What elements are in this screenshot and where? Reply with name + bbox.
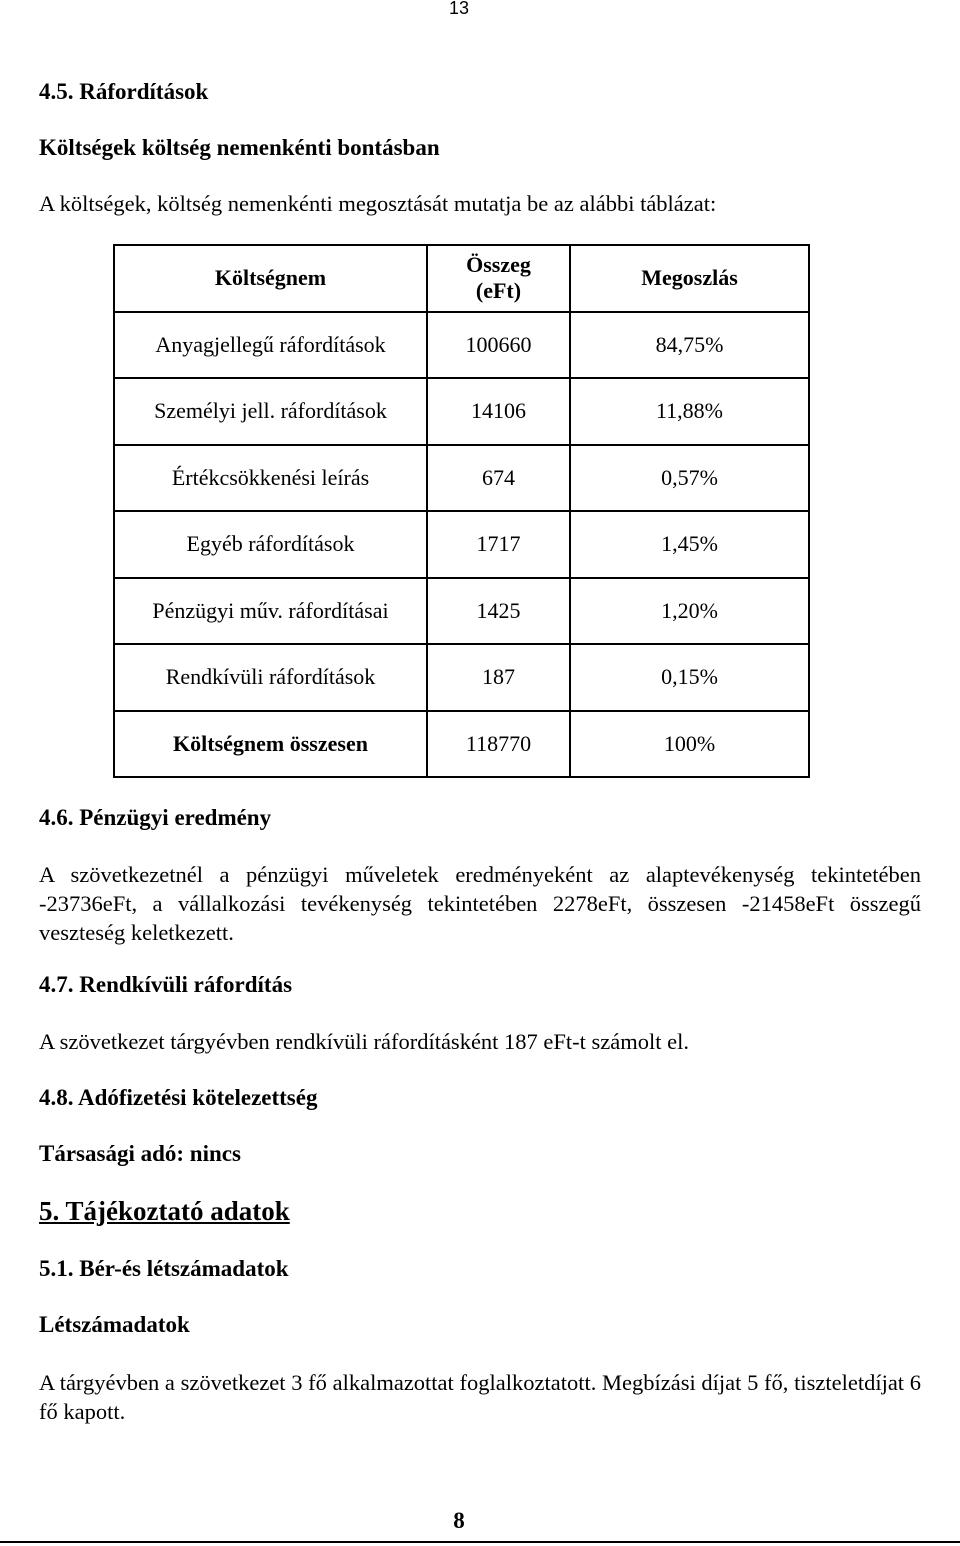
total-amount: 118770 (427, 711, 570, 778)
table-header-row (114, 245, 809, 312)
table-intro-text: A költségek, költség nemenkénti megosztását mutatja be az alábbi táblázat: (39, 191, 717, 216)
financial-result-paragraph: A szövetkezetnél a pénzügyi műveletek eredményeként az alaptevékenység tekintetében -23736eFt, a vállalkozási tevékenység tekintetében 2278eFt, összesen -21458eFt összegű veszteség keletkezett. (39, 862, 921, 945)
table-row (114, 445, 809, 512)
table-row (114, 378, 809, 445)
row-share: 1,20% (570, 578, 809, 645)
row-name: Egyéb ráfordítások (114, 511, 427, 578)
section-heading-4-6: 4.6. Pénzügyi eredmény (39, 805, 272, 830)
row-share: 0,15% (570, 644, 809, 711)
row-name: Anyagjellegű ráfordítások (114, 312, 427, 379)
table-total-row (114, 711, 809, 778)
cost-table (113, 244, 810, 778)
section-heading-4-7: 4.7. Rendkívüli ráfordítás (39, 972, 293, 997)
section-heading-4-5: 4.5. Ráfordítások (39, 79, 209, 104)
header-amount-line2: (eFt) (475, 278, 522, 304)
header-amount-line1: Összeg (466, 252, 531, 278)
row-name: Rendkívüli ráfordítások (114, 644, 427, 711)
table-row (114, 578, 809, 645)
row-amount: 100660 (427, 312, 570, 379)
footer-rule (0, 1541, 960, 1543)
row-share: 11,88% (570, 378, 809, 445)
total-name: Költségnem összesen (114, 711, 427, 778)
header-cost-type: Költségnem (114, 245, 427, 312)
row-amount: 1425 (427, 578, 570, 645)
row-amount: 14106 (427, 378, 570, 445)
row-name: Értékcsökkenési leírás (114, 445, 427, 512)
section-heading-5: 5. Tájékoztató adatok (39, 1196, 290, 1226)
header-share: Megoszlás (570, 245, 809, 312)
row-amount: 187 (427, 644, 570, 711)
subheading-headcount: Létszámadatok (39, 1312, 190, 1337)
headcount-paragraph: A tárgyévben a szövetkezet 3 fő alkalmazottat foglalkoztatott. Megbízási díjat 5 fő, tiszteletdíjat 6 fő kapott. (39, 1370, 921, 1424)
section-heading-5-1: 5.1. Bér-és létszámadatok (39, 1256, 289, 1281)
row-amount: 1717 (427, 511, 570, 578)
row-name: Személyi jell. ráfordítások (114, 378, 427, 445)
header-amount (427, 245, 570, 312)
row-name: Pénzügyi műv. ráfordításai (114, 578, 427, 645)
subheading-cost-breakdown: Költségek költség nemenkénti bontásban (39, 135, 440, 160)
row-share: 84,75% (570, 312, 809, 379)
table-row (114, 644, 809, 711)
row-amount: 674 (427, 445, 570, 512)
section-heading-4-8: 4.8. Adófizetési kötelezettség (39, 1085, 318, 1110)
corporate-tax-line: Társasági adó: nincs (39, 1141, 241, 1166)
table-row (114, 511, 809, 578)
row-share: 1,45% (570, 511, 809, 578)
total-share: 100% (570, 711, 809, 778)
page-number-top: 13 (448, 0, 470, 18)
extraordinary-expense-text: A szövetkezet tárgyévben rendkívüli ráfordításként 187 eFt-t számolt el. (39, 1029, 690, 1054)
page-number-bottom: 8 (453, 1508, 465, 1533)
table-row (114, 312, 809, 379)
row-share: 0,57% (570, 445, 809, 512)
